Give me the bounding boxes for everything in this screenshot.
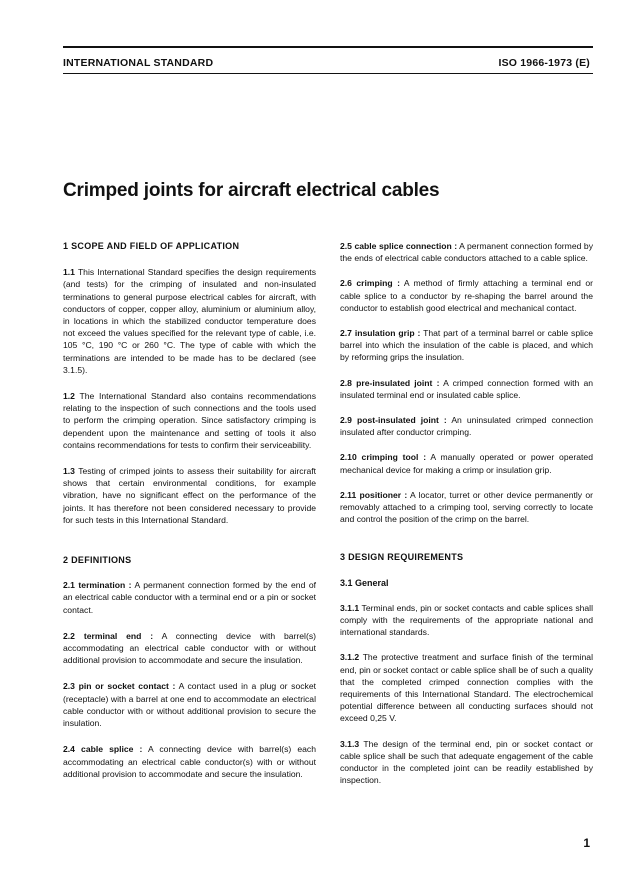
header-top-rule [63, 46, 593, 48]
header-document-number: ISO 1966-1973 (E) [498, 57, 590, 69]
section-3-heading: 3 DESIGN REQUIREMENTS [340, 552, 464, 563]
clause-3-1-2: 3.1.2 The protective treatment and surface finish of the terminal end, pin or socket contact or cable splice shall be of such a quality that the completed crimped connection complies with the requirements of this International Standard. The electrochemical potential difference between all conducting surfaces should not exceed 0,25 V. [340, 652, 593, 724]
definition-2-11: 2.11 positioner : A locator, turret or other device permanently or removably attached to a crimping tool, serving correctly to locate and control the position of the crimp on the barrel. [340, 489, 593, 525]
header-bottom-rule [63, 73, 593, 74]
definition-2-2: 2.2 terminal end : A connecting device with barrel(s) accommodating an electrical cable conductor with or without additional provision to accommodate and secure the insulation. [63, 630, 316, 666]
section-1-heading: 1 SCOPE AND FIELD OF APPLICATION [63, 241, 240, 251]
definition-2-3: 2.3 pin or socket contact : A contact used in a plug or socket (receptacle) with a barrel at one end to accommodate an electrical cable conductor with or without additional provision to secure the insulation. [63, 681, 317, 729]
section-2-heading: 2 DEFINITIONS [63, 555, 132, 566]
definition-2-9: 2.9 post-insulated joint : An uninsulated crimped connection insulated after conductor crimping. [340, 415, 594, 438]
clause-3-1-1: 3.1.1 Terminal ends, pin or socket contacts and cable splices shall comply with the requirements of the appropriate national and international standards. [340, 602, 593, 638]
header-standard-label: INTERNATIONAL STANDARD [63, 57, 214, 69]
definition-2-10: 2.10 crimping tool : A manually operated or power operated mechanical device for making a crimp or insulation grip. [340, 452, 593, 475]
definition-2-6: 2.6 crimping : A method of firmly attaching a terminal end or cable splice to a conductor by re-shaping the barrel around the conductor to establish good electrical and mechanical contact. [340, 278, 593, 313]
clause-1-2: 1.2 The International Standard also contains recommendations relating to the inspection of such connections and the tools used to perform the crimping operation. Since satisfactory crimping is dependent upon the maintenance and setting of tools it also contains recommendations for tests to confirm their serviceability. [63, 391, 317, 450]
clause-1-1: 1.1 This International Standard specifies the design requirements (and tests) for the crimping of insulated and non-insulated terminations to general purpose electrical cables for aircraft, with conductors of copper, copper alloy, aluminium or aluminium alloy, in locations in which the stabilized conductor temperature does not exceed the values specified for the relevant type of cable, i.e. 105 °C, 190 °C or 260 °C. The type of cable with which the terminations are intended to be made has to be declared (see 3.1.5). [63, 267, 316, 375]
definition-2-7: 2.7 insulation grip : That part of a terminal barrel or cable splice barrel into which the insulation of the cable is placed, and which by reforming grips the insulation. [340, 328, 594, 363]
clause-3-1-3: 3.1.3 The design of the terminal end, pin or socket contact or cable splice shall be such that adequate engagement of the cable conductor in the completed joint can be readily established by inspection. [340, 738, 593, 786]
document-title: Crimped joints for aircraft electrical cables [63, 180, 440, 201]
definition-2-4: 2.4 cable splice : A connecting device with barrel(s) each accommodating an electrical cable conductor(s) with or without additional provision to accommodate and secure the insulation. [63, 744, 317, 779]
page-number: 1 [583, 836, 590, 850]
definition-2-1: 2.1 termination : A permanent connection formed by the end of an electrical cable conductor with a terminal end or a pin or socket contact. [63, 580, 316, 615]
subsection-3-1-heading: 3.1 General [340, 577, 389, 588]
right-column [340, 240, 593, 787]
definition-2-5: 2.5 cable splice connection : A permanent connection formed by the ends of electrical cable conductors attached to a cable splice. [340, 241, 593, 264]
left-column [63, 240, 316, 780]
definition-2-8: 2.8 pre-insulated joint : A crimped connection formed with an insulated terminal end or insulated cable splice. [340, 377, 594, 400]
clause-1-3: 1.3 Testing of crimped joints to assess their suitability for aircraft shows that certain environmental conditions, for example vibration, have no significant effect on the performance of the joints. It has therefore not been considered necessary to provide for such tests in this International Standard. [63, 466, 317, 525]
